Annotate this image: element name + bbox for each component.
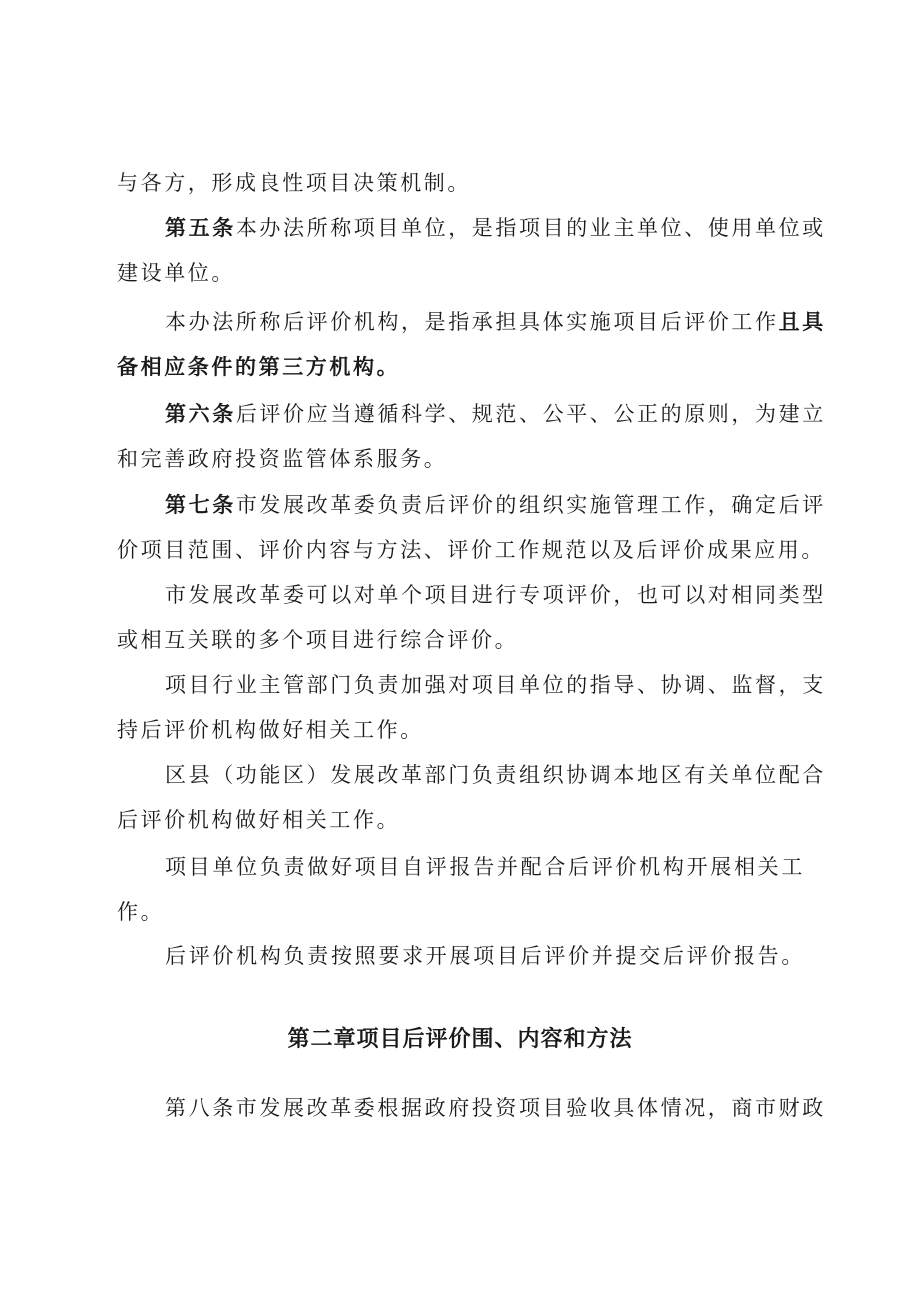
article-7-para-4-line-2 (0, 805, 805, 835)
article-7-para-5-line-1 (0, 852, 805, 882)
text-line: 建设单位。 (117, 261, 235, 285)
article-7-para-2-line-1 (0, 580, 826, 610)
article-7-line-1 (0, 490, 826, 520)
text-line: 作。 (117, 900, 165, 924)
text-line: 价项目范围、评价内容与方法、评价工作规范以及后评价成果应用。 (117, 538, 825, 562)
article-5-line-2 (0, 258, 805, 288)
text-line: 区县（功能区）发展改革部门负责组织协调本地区有关单位配合 (165, 763, 826, 787)
text-line: 项目行业主管部门负责加强对项目单位的指导、协调、监督，支 (165, 673, 826, 697)
article-7-para-4-line-1 (0, 760, 826, 790)
article-5-para-2-line-1 (0, 307, 826, 337)
text-line: 市发展改革委负责后评价的组织实施管理工作，确定后评 (235, 493, 826, 517)
article-number: 第七条 (165, 493, 236, 517)
bold-text: 备相应条件的第三方机构。 (117, 355, 401, 379)
text-line: 与各方，形成良性项目决策机制。 (117, 171, 471, 195)
text-line: 后评价机构做好相关工作。 (117, 808, 401, 832)
text-line: 市发展改革委可以对单个项目进行专项评价，也可以对相同类型 (165, 583, 826, 607)
article-6-line-1 (0, 399, 826, 429)
text-line: 项目单位负责做好项目自评报告并配合后评价机构开展相关工 (165, 855, 805, 879)
article-7-para-5-line-2 (0, 897, 805, 927)
text-line: 持后评价机构做好相关工作。 (117, 718, 424, 742)
article-6-line-2 (0, 444, 805, 474)
article-5-para-2-line-2 (0, 352, 805, 382)
article-number: 第五条 (165, 216, 236, 240)
text-line: 本办法所称项目单位，是指项目的业主单位、使用单位或 (235, 216, 826, 240)
text-line: 第八条市发展改革委根据政府投资项目验收具体情况，商市财政 (165, 1096, 826, 1120)
text-line: 和完善政府投资监管体系服务。 (117, 447, 448, 471)
article-5-line-1 (0, 213, 826, 243)
text-line: 或相互关联的多个项目进行综合评价。 (117, 628, 519, 652)
article-7-para-2-line-2 (0, 625, 805, 655)
paragraph-continuation (0, 168, 805, 198)
bold-text: 且具 (778, 310, 826, 334)
article-number: 第六条 (165, 402, 236, 426)
article-7-para-3-line-1 (0, 670, 826, 700)
article-7-para-3-line-2 (0, 715, 805, 745)
article-7-line-2 (0, 535, 825, 565)
article-7-para-6-line-1 (0, 941, 805, 971)
text-line: 本办法所称后评价机构，是指承担具体实施项目后评价工作 (165, 310, 779, 334)
text-line: 后评价机构负责按照要求开展项目后评价并提交后评价报告。 (165, 944, 805, 968)
article-8-line-1 (0, 1093, 826, 1123)
chapter-heading: 第二章项目后评价围、内容和方法 (287, 1027, 633, 1052)
text-line: 后评价应当遵循科学、规范、公平、公正的原则，为建立 (235, 402, 826, 426)
